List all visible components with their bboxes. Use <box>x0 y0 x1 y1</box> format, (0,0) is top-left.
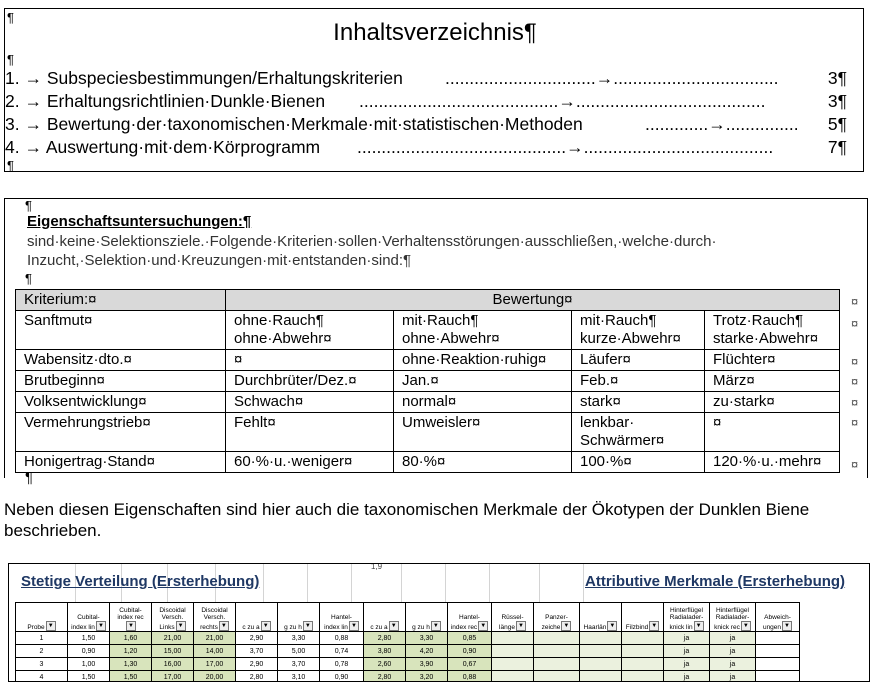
table-cell[interactable]: 0,88 <box>320 632 364 645</box>
table-cell[interactable]: ja <box>710 671 756 682</box>
rating-cell: Fehlt¤ <box>226 413 394 452</box>
column-header-label: g zu h <box>284 624 302 631</box>
filter-dropdown-icon[interactable]: ▼ <box>478 621 488 631</box>
rating-cell: ¤ <box>705 413 840 452</box>
column-header[interactable] <box>68 603 110 632</box>
table-cell[interactable]: ja <box>710 645 756 658</box>
filter-dropdown-icon[interactable]: ▼ <box>741 621 751 631</box>
filter-dropdown-icon[interactable]: ▼ <box>46 621 56 631</box>
filter-dropdown-icon[interactable]: ▼ <box>431 621 441 631</box>
filter-dropdown-icon[interactable]: ▼ <box>389 621 399 631</box>
intro-text: sind·keine·Selektionsziele.·Folgende·Kriterien·sollen·Verhaltensstörungen·ausschließen,·welche·durch· <box>27 233 717 250</box>
column-header[interactable] <box>364 603 406 632</box>
filter-dropdown-icon[interactable]: ▼ <box>349 621 359 631</box>
column-header-label: c zu a <box>370 624 388 631</box>
table-cell[interactable]: ja <box>664 658 710 671</box>
table-cell[interactable]: 2,90 <box>236 658 278 671</box>
table-cell[interactable] <box>756 645 800 658</box>
table-cell[interactable]: 3,70 <box>278 658 320 671</box>
toc-entry[interactable]: 2. → Erhaltungsrichtlinien·Dunkle·Bienen .........................................→....................................... 3¶ <box>5 91 847 111</box>
pilcrow: ¶ <box>7 158 14 173</box>
table-cell[interactable]: 1,00 <box>68 658 110 671</box>
filter-dropdown-icon[interactable]: ▼ <box>126 621 136 631</box>
table-cell[interactable]: 2,80 <box>236 671 278 682</box>
row-end-mark: ¤ <box>851 316 859 331</box>
rating-cell: 120·%·u.·mehr¤ <box>705 452 840 473</box>
toc-entry-page: 3¶ <box>827 91 847 111</box>
table-header-row <box>16 603 800 632</box>
column-header-label: Haarlän <box>583 624 607 631</box>
column-header[interactable] <box>152 603 194 632</box>
table-row <box>16 645 800 658</box>
filter-dropdown-icon[interactable]: ▼ <box>96 621 106 631</box>
column-header[interactable] <box>534 603 580 632</box>
filter-dropdown-icon[interactable]: ▼ <box>649 621 659 631</box>
table-cell[interactable]: 2,80 <box>364 632 406 645</box>
rating-cell: Durchbrüter/Dez.¤ <box>226 371 394 392</box>
table-cell[interactable]: 20,00 <box>194 671 236 682</box>
table-cell[interactable] <box>580 658 622 671</box>
table-cell[interactable]: 4 <box>16 671 68 682</box>
table-cell[interactable]: 0,78 <box>320 658 364 671</box>
table-cell[interactable] <box>534 645 580 658</box>
column-header-label: Filzbind <box>625 624 649 631</box>
column-header-label: Discoidal Versch. Links <box>159 607 186 631</box>
column-header-label: Cubital- index lin <box>71 614 100 631</box>
table-cell[interactable]: 16,00 <box>152 658 194 671</box>
rating-cell: normal¤ <box>394 392 572 413</box>
toc-entry-number: 1. <box>5 68 20 88</box>
rating-cell: Trotz·Rauch¶ starke·Abwehr¤ <box>705 311 840 350</box>
pilcrow: ¶ <box>7 10 14 25</box>
table-cell[interactable] <box>622 632 664 645</box>
table-cell[interactable] <box>492 671 534 682</box>
toc-entry-text: Erhaltungsrichtlinien·Dunkle·Bienen <box>46 91 326 111</box>
filter-dropdown-icon[interactable]: ▼ <box>261 621 271 631</box>
column-header-label: Rüssel- länge <box>499 614 524 631</box>
table-cell[interactable] <box>492 632 534 645</box>
criterion-cell: Sanftmut¤ <box>16 311 226 350</box>
rating-cell: Umweisler¤ <box>394 413 572 452</box>
column-header[interactable] <box>448 603 492 632</box>
table-cell[interactable]: 0,90 <box>320 671 364 682</box>
table-cell[interactable]: 1,30 <box>110 658 152 671</box>
intro-text: Inzucht,·Selektion·und·Kreuzungen·mit·entstanden·sind:¶ <box>27 252 412 269</box>
table-cell[interactable]: ja <box>664 645 710 658</box>
column-header[interactable] <box>194 603 236 632</box>
header-rating: Bewertung¤ <box>226 290 840 311</box>
column-header-label: Hinterflügel Radialader- knick rec <box>714 607 750 631</box>
toc-entry-page: 5¶ <box>827 114 847 134</box>
section-heading: Eigenschaftsuntersuchungen:¶ <box>27 213 252 230</box>
toc-entry-text: Bewertung·der·taxonomischen·Merkmale·mit·statistischen·Methoden <box>46 114 583 134</box>
table-cell[interactable] <box>492 658 534 671</box>
column-header-label: Abweich- ungen <box>762 614 791 631</box>
column-header[interactable] <box>110 603 152 632</box>
criterion-cell: Wabensitz·dto.¤ <box>16 350 226 371</box>
pilcrow: ¶ <box>7 52 14 67</box>
column-header[interactable] <box>710 603 756 632</box>
header-criterion: Kriterium:¤ <box>16 290 226 311</box>
row-end-mark: ¤ <box>851 374 859 389</box>
filter-dropdown-icon[interactable]: ▼ <box>176 621 186 631</box>
properties-box <box>4 198 868 486</box>
toc-entry[interactable]: 3. → Bewertung·der·taxonomischen·Merkmale·mit·statistischen·Methoden .............→............... 5¶ <box>5 114 847 134</box>
rating-cell: mit·Rauch¶ ohne·Abwehr¤ <box>394 311 572 350</box>
table-cell[interactable]: 1,50 <box>68 632 110 645</box>
body-paragraph: Neben diesen Eigenschaften sind hier auch die taxonomischen Merkmale der Ökotypen der Dunklen Biene beschrieben. <box>4 500 810 540</box>
rating-cell: Schwach¤ <box>226 392 394 413</box>
toc-entry-text: Auswertung·mit·dem·Körprogramm <box>45 137 321 157</box>
table-row <box>16 413 840 452</box>
table-cell[interactable] <box>622 658 664 671</box>
table-cell[interactable] <box>580 645 622 658</box>
table-cell[interactable]: 2 <box>16 645 68 658</box>
table-cell[interactable]: 14,00 <box>194 645 236 658</box>
table-cell[interactable] <box>756 658 800 671</box>
table-cell[interactable]: 1,20 <box>110 645 152 658</box>
table-cell[interactable]: ja <box>710 658 756 671</box>
table-cell[interactable]: 3,80 <box>364 645 406 658</box>
row-end-mark: ¤ <box>851 294 859 309</box>
column-header[interactable] <box>16 603 68 632</box>
table-cell[interactable] <box>534 671 580 682</box>
table-cell[interactable]: 0,74 <box>320 645 364 658</box>
column-header[interactable] <box>406 603 448 632</box>
column-header-label: c zu a <box>242 624 260 631</box>
column-header[interactable] <box>756 603 800 632</box>
table-row <box>16 350 840 371</box>
filter-dropdown-icon[interactable]: ▼ <box>219 621 229 631</box>
table-cell[interactable]: 3,20 <box>406 671 448 682</box>
table-row <box>16 671 800 682</box>
column-header[interactable] <box>236 603 278 632</box>
table-cell[interactable] <box>756 632 800 645</box>
column-header-label: Panzer- zeiche <box>541 614 568 631</box>
rating-cell: ohne·Rauch¶ ohne·Abwehr¤ <box>226 311 394 350</box>
toc-entry[interactable]: 4. → Auswertung·mit·dem·Körprogramm ...........................................→....................................... 7¶ <box>5 137 847 157</box>
table-cell[interactable]: 21,00 <box>194 632 236 645</box>
spreadsheet-image <box>8 563 870 682</box>
rating-cell: zu·stark¤ <box>705 392 840 413</box>
table-cell[interactable] <box>534 632 580 645</box>
data-table <box>15 602 800 682</box>
row-end-mark: ¤ <box>851 415 859 430</box>
pilcrow: ¶ <box>25 198 32 213</box>
table-cell[interactable]: 1,60 <box>110 632 152 645</box>
table-cell[interactable] <box>622 671 664 682</box>
table-cell[interactable]: 2,90 <box>236 632 278 645</box>
table-cell[interactable]: 3,30 <box>278 632 320 645</box>
table-cell[interactable]: 1 <box>16 632 68 645</box>
pilcrow: ¶ <box>25 271 32 286</box>
rating-cell: Jan.¤ <box>394 371 572 392</box>
rating-cell: Feb.¤ <box>572 371 705 392</box>
table-cell[interactable]: 0,67 <box>448 658 492 671</box>
rating-cell: 80·%¤ <box>394 452 572 473</box>
table-cell[interactable]: 0,85 <box>448 632 492 645</box>
table-cell[interactable]: 17,00 <box>152 671 194 682</box>
rating-cell: 100·%¤ <box>572 452 705 473</box>
table-row <box>16 632 800 645</box>
column-header[interactable] <box>492 603 534 632</box>
column-header[interactable] <box>622 603 664 632</box>
toc-entry-number: 4. <box>5 137 20 157</box>
table-cell[interactable] <box>622 645 664 658</box>
table-cell[interactable]: 3,10 <box>278 671 320 682</box>
rating-cell: ¤ <box>226 350 394 371</box>
toc-entry-page: 7¶ <box>827 137 847 157</box>
filter-dropdown-icon[interactable]: ▼ <box>516 621 526 631</box>
rating-cell: Läufer¤ <box>572 350 705 371</box>
table-row <box>16 658 800 671</box>
table-cell[interactable]: 15,00 <box>152 645 194 658</box>
filter-dropdown-icon[interactable]: ▼ <box>694 621 704 631</box>
table-cell[interactable]: ja <box>710 632 756 645</box>
toc-entry-page: 3¶ <box>827 68 847 88</box>
column-header-label: Hantel- index lin <box>324 614 352 631</box>
rating-cell: ohne·Reaktion·ruhig¤ <box>394 350 572 371</box>
table-header-row <box>16 290 840 311</box>
table-cell[interactable]: 5,00 <box>278 645 320 658</box>
cell-marker: 1,9 <box>371 563 383 571</box>
table-cell[interactable]: 1,50 <box>68 671 110 682</box>
column-header[interactable] <box>278 603 320 632</box>
criterion-cell: Brutbeginn¤ <box>16 371 226 392</box>
column-header-label: g zu h <box>412 624 430 631</box>
filter-dropdown-icon[interactable]: ▼ <box>561 621 571 631</box>
toc-entry-text: Subspeciesbestimmungen/Erhaltungskriterien <box>46 68 403 88</box>
toc-box <box>4 8 864 172</box>
pilcrow: ¶ <box>25 469 34 486</box>
column-header[interactable] <box>664 603 710 632</box>
criterion-cell: Honigertrag·Stand¤ <box>16 452 226 473</box>
toc-entry-number: 2. <box>5 91 20 111</box>
column-header-label: Discoidal Versch. rechts <box>200 607 228 631</box>
column-header[interactable] <box>320 603 364 632</box>
table-cell[interactable] <box>756 671 800 682</box>
table-row <box>16 452 840 473</box>
table-cell[interactable]: 0,90 <box>448 645 492 658</box>
table-cell[interactable]: 3,30 <box>406 632 448 645</box>
sheet-title-left: Stetige Verteilung (Ersterhebung) <box>21 573 260 590</box>
table-cell[interactable]: 3,90 <box>406 658 448 671</box>
toc-title: Inhaltsverzeichnis¶ <box>333 19 537 46</box>
table-cell[interactable]: 1,50 <box>110 671 152 682</box>
table-cell[interactable]: 3 <box>16 658 68 671</box>
table-cell[interactable] <box>492 645 534 658</box>
column-header-label: Hinterflügel Radialader- knick lin <box>669 607 704 631</box>
table-cell[interactable]: 3,70 <box>236 645 278 658</box>
table-cell[interactable]: 4,20 <box>406 645 448 658</box>
column-header-label: Cubital- index rec <box>117 607 144 621</box>
column-header-label: Hantel- index rec <box>450 614 480 631</box>
filter-dropdown-icon[interactable]: ▼ <box>303 621 313 631</box>
table-row <box>16 311 840 350</box>
table-cell[interactable]: 17,00 <box>194 658 236 671</box>
criterion-cell: Volksentwicklung¤ <box>16 392 226 413</box>
table-cell[interactable]: 0,90 <box>68 645 110 658</box>
table-cell[interactable]: 2,60 <box>364 658 406 671</box>
criterion-cell: Vermehrungstrieb¤ <box>16 413 226 452</box>
table-cell[interactable] <box>534 658 580 671</box>
table-cell[interactable]: ja <box>664 632 710 645</box>
table-row <box>16 392 840 413</box>
criteria-table <box>15 289 840 473</box>
table-cell[interactable]: 21,00 <box>152 632 194 645</box>
column-header[interactable] <box>580 603 622 632</box>
filter-dropdown-icon[interactable]: ▼ <box>782 621 792 631</box>
rating-cell: Flüchter¤ <box>705 350 840 371</box>
rating-cell: stark¤ <box>572 392 705 413</box>
row-end-mark: ¤ <box>851 354 859 369</box>
toc-entry-number: 3. <box>5 114 20 134</box>
rating-cell: März¤ <box>705 371 840 392</box>
rating-cell: mit·Rauch¶ kurze·Abwehr¤ <box>572 311 705 350</box>
filter-dropdown-icon[interactable]: ▼ <box>607 621 617 631</box>
table-cell[interactable]: 0,88 <box>448 671 492 682</box>
row-end-mark: ¤ <box>851 395 859 410</box>
column-header-label: Probe <box>27 624 45 631</box>
table-row <box>16 371 840 392</box>
table-cell[interactable]: 2,80 <box>364 671 406 682</box>
sheet-title-right: Attributive Merkmale (Ersterhebung) <box>585 573 846 590</box>
toc-entry[interactable]: 1. → Subspeciesbestimmungen/Erhaltungskriterien ...............................→.................................. 3¶ <box>5 68 847 88</box>
row-end-mark: ¤ <box>851 457 859 472</box>
table-cell[interactable]: ja <box>664 671 710 682</box>
rating-cell: 60·%·u.·weniger¤ <box>226 452 394 473</box>
table-cell[interactable] <box>580 671 622 682</box>
table-cell[interactable] <box>580 632 622 645</box>
rating-cell: lenkbar· Schwärmer¤ <box>572 413 705 452</box>
